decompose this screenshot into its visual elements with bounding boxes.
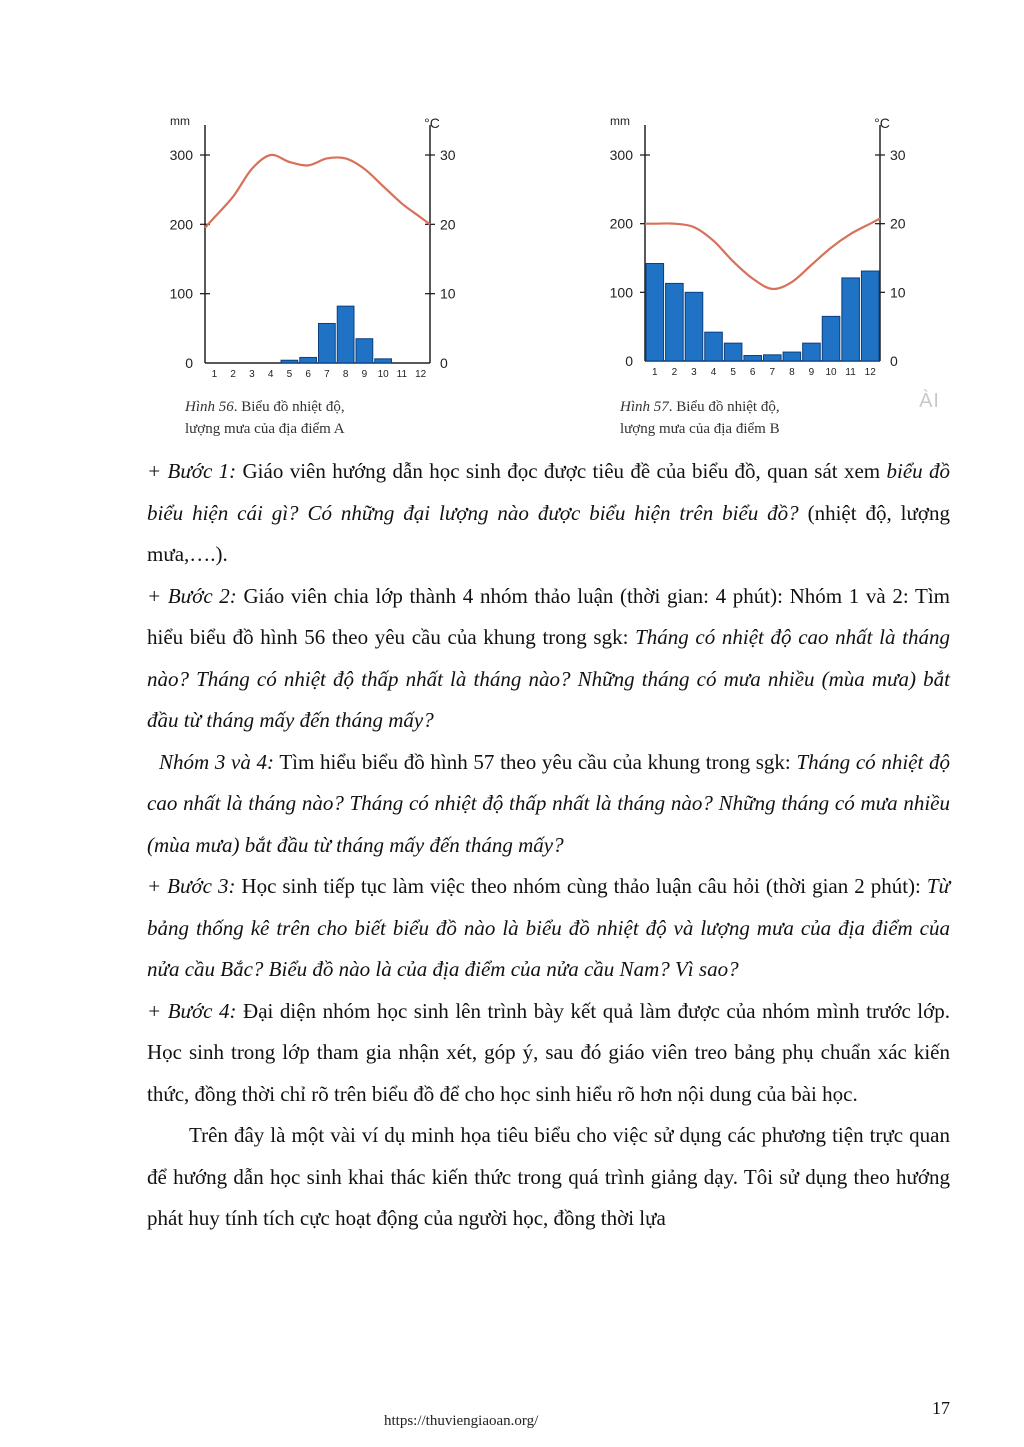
y-left-tick-label: 0 <box>185 355 193 371</box>
month-label: 8 <box>789 367 795 378</box>
group-3-4-label: Nhóm 3 và 4: <box>159 749 275 774</box>
month-label: 1 <box>652 367 658 378</box>
step-2-text-b: Tháng có nhiệt độ cao nhất là tháng nào? Tháng có nhiệt độ thấp nhất là tháng nào? Những tháng có mưa nhiều (mùa mưa) bắt đầu từ tháng mấy đến tháng mấy? <box>147 625 950 732</box>
caption-rest: . Biểu đồ nhiệt độ, <box>233 399 345 415</box>
y-right-tick-label: 10 <box>890 284 906 301</box>
month-label: 5 <box>730 367 736 378</box>
caption-label: Hình 57 <box>620 399 669 415</box>
rain-bar <box>842 278 860 361</box>
y-right-tick-label: 0 <box>440 355 448 371</box>
step-4-text-a: Đại diện nhóm học sinh lên trình bày kết quả làm được của nhóm mình trước lớp. Học sinh trong lớp tham gia nhận xét, góp ý, sau đó giáo viên treo bảng phụ chuẩn xác kiến thức, đồng thời chỉ rõ trên biểu đồ để cho học sinh hiểu rõ hơn nội dung của bài học. <box>147 998 950 1106</box>
rain-bar <box>375 359 392 363</box>
paragraph-step-2 <box>147 576 950 742</box>
step-1-label: + Bước 1: <box>147 459 237 483</box>
caption-rest: . Biểu đồ nhiệt độ, <box>668 399 780 415</box>
rain-bar <box>724 343 742 361</box>
y-left-tick-label: 200 <box>169 216 193 233</box>
rain-bar <box>356 339 373 363</box>
paragraph-step-4 <box>147 991 950 1116</box>
y-right-unit: °C <box>424 115 440 131</box>
y-right-unit: °C <box>874 115 890 131</box>
y-right-tick-label: 30 <box>890 147 906 163</box>
month-label: 12 <box>864 367 876 378</box>
month-label: 6 <box>305 369 311 380</box>
month-label: 11 <box>396 369 408 380</box>
step-2-label: + Bước 2: <box>147 583 237 608</box>
step-1-text-c: (nhiệt độ, lượng mưa,….). <box>147 500 950 566</box>
y-left-tick-label: 300 <box>169 147 193 163</box>
month-label: 10 <box>825 367 837 378</box>
y-right-tick-label: 0 <box>890 353 898 369</box>
figure-56 <box>150 100 480 445</box>
y-left-tick-label: 0 <box>625 353 633 369</box>
group-3-4-text-a: Tìm hiểu biểu đồ hình 57 theo yêu cầu của khung trong sgk: <box>274 749 797 774</box>
paragraph-step-1 <box>147 451 950 576</box>
step-3-label: + Bước 3: <box>147 874 236 898</box>
group-3-4-text-b: Tháng có nhiệt độ cao nhất là tháng nào? Tháng có nhiệt độ thấp nhất là tháng nào? Những tháng có mưa nhiều (mùa mưa) bắt đầu từ tháng mấy đến tháng mấy? <box>147 749 950 857</box>
month-label: 2 <box>230 369 236 380</box>
month-label: 10 <box>377 369 389 380</box>
y-right-tick-label: 10 <box>440 285 456 302</box>
temperature-line <box>205 155 430 228</box>
month-label: 9 <box>808 367 815 378</box>
watermark: ÀI <box>919 390 940 412</box>
month-label: 7 <box>769 367 776 378</box>
rain-bar <box>685 292 703 361</box>
rain-bar <box>783 352 801 361</box>
rain-bar <box>666 283 684 361</box>
page-number: 17 <box>932 1398 950 1418</box>
step-4-label: + Bước 4: <box>147 998 237 1023</box>
y-left-unit: mm <box>610 114 630 128</box>
rain-bar <box>646 263 664 361</box>
month-label: 5 <box>286 369 293 380</box>
y-left-tick-label: 300 <box>609 147 633 163</box>
rain-bar <box>764 355 782 361</box>
y-left-tick-label: 100 <box>169 285 193 302</box>
rain-bar <box>803 343 821 361</box>
figure-57 <box>590 100 940 445</box>
month-label: 1 <box>211 369 218 380</box>
month-label: 4 <box>267 369 274 380</box>
caption-label: Hình 56 <box>185 399 234 415</box>
caption-line2: lượng mưa của địa điểm B <box>620 421 780 437</box>
month-label: 6 <box>749 367 756 378</box>
month-label: 2 <box>671 367 678 378</box>
step-3-text-b: Từ bảng thống kê trên cho biết biểu đồ nào là biểu đồ nhiệt độ và lượng mưa của địa điểm của nửa cầu Bắc? Biểu đồ nào là của địa điểm của nửa cầu Nam? Vì sao? <box>147 874 950 981</box>
paragraph-step-3 <box>147 866 950 991</box>
month-label: 8 <box>342 369 349 380</box>
rain-bar <box>744 356 762 361</box>
body-text <box>147 451 950 1240</box>
month-label: 4 <box>710 367 717 378</box>
month-label: 3 <box>249 369 255 380</box>
step-1-text-b: biểu đồ biểu hiện cái gì? Có những đại lượng nào được biểu hiện trên biểu đồ? <box>147 459 950 525</box>
figure-57-caption <box>620 396 780 440</box>
step-3-text-a: Học sinh tiếp tục làm việc theo nhóm cùng thảo luận câu hỏi (thời gian 2 phút): <box>235 874 927 898</box>
y-left-unit: mm <box>170 114 190 128</box>
rain-bar <box>300 357 317 363</box>
y-left-tick-label: 100 <box>609 284 633 301</box>
y-right-tick-label: 20 <box>440 216 456 233</box>
rain-bar <box>319 323 336 363</box>
chart-57 <box>590 100 940 390</box>
paragraph-group-3-4 <box>147 742 950 867</box>
rain-bar <box>822 316 840 361</box>
month-label: 7 <box>324 369 330 380</box>
month-label: 12 <box>415 369 427 380</box>
step-1-text-a: Giáo viên hướng dẫn học sinh đọc được tiêu đề của biểu đồ, quan sát xem <box>236 459 887 483</box>
rain-bar <box>861 271 879 361</box>
chart-56 <box>150 100 480 390</box>
y-right-tick-label: 20 <box>890 215 906 232</box>
month-label: 3 <box>691 367 697 378</box>
paragraph-summary: Trên đây là một vài ví dụ minh họa tiêu biểu cho việc sử dụng các phương tiện trực quan để hướng dẫn học sinh khai thác kiến thức trong quá trình giảng dạy. Tôi sử dụng theo hướng phát huy tính tích cực hoạt động của người học, đồng thời lựa <box>147 1123 950 1230</box>
caption-line2: lượng mưa của địa điểm A <box>185 421 345 437</box>
y-right-tick-label: 30 <box>440 147 456 163</box>
month-label: 11 <box>845 367 856 378</box>
figure-56-caption <box>185 396 345 440</box>
rain-bar <box>705 332 723 361</box>
footer-url: https://thuviengiaoan.org/ <box>384 1413 539 1429</box>
y-left-tick-label: 200 <box>609 215 633 232</box>
month-label: 9 <box>361 369 368 380</box>
rain-bar <box>337 306 354 363</box>
rain-bar <box>281 360 298 363</box>
step-2-text-a: Giáo viên chia lớp thành 4 nhóm thảo luận (thời gian: 4 phút): Nhóm 1 và 2: Tìm hiểu biểu đồ hình 56 theo yêu cầu của khung trong sgk: <box>147 583 950 649</box>
